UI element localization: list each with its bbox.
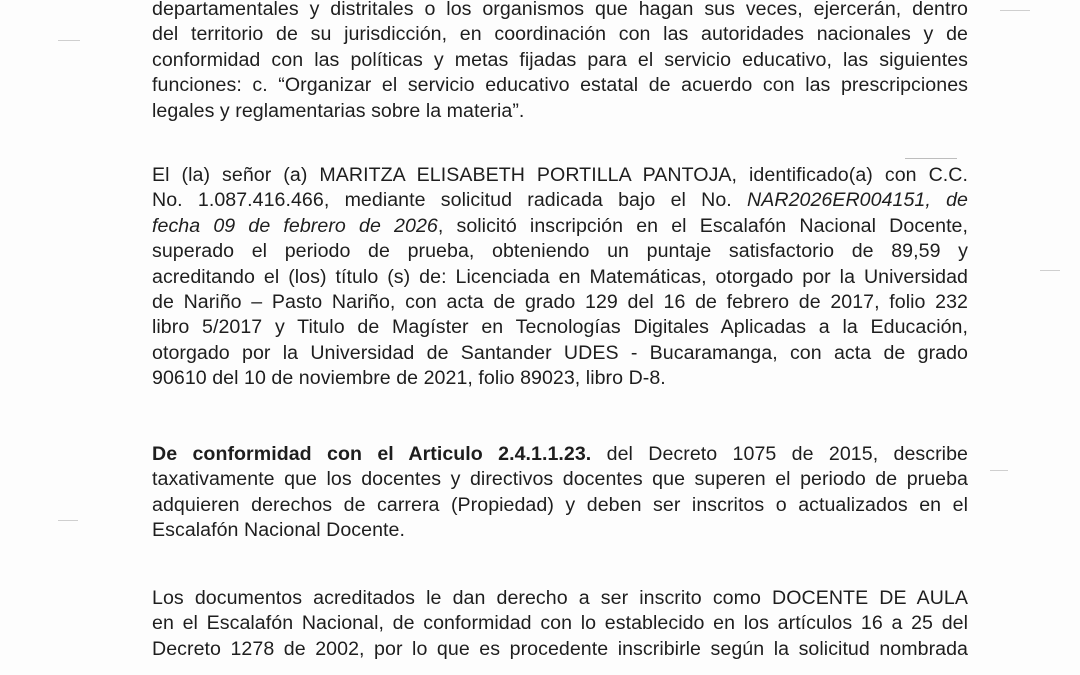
paragraph-documentos-acreditados <box>152 586 968 662</box>
text-line: otorgado por la Universidad de Santander UDES - Bucaramanga, con acta de grado <box>152 341 968 364</box>
text-line: taxativamente que los docentes y directivos docentes que superen el periodo de prueba <box>152 468 968 491</box>
radicado-date: fecha 09 de febrero de 2026 <box>152 214 438 237</box>
paragraph-competencias <box>152 0 968 124</box>
scan-artifact <box>58 40 80 41</box>
text-line: del territorio de su jurisdicción, en coordinación con las autoridades nacionales y de <box>152 23 968 46</box>
text-line: El (la) señor (a) MARITZA ELISABETH PORTILLA PANTOJA, identificado(a) con C.C. <box>152 164 968 186</box>
text-line: superado el periodo de prueba, obteniendo un puntaje satisfactorio de 89,59 y <box>152 240 968 263</box>
scan-artifact <box>58 520 78 521</box>
scan-artifact <box>1000 10 1030 11</box>
text-line: funciones: c. “Organizar el servicio educativo estatal de acuerdo con las prescripciones <box>152 74 968 97</box>
text-line: acreditando el (los) título (s) de: Licenciada en Matemáticas, otorgado por la Universidad <box>152 265 968 288</box>
text-line: 90610 del 10 de noviembre de 2021, folio 89023, libro D-8. <box>152 367 666 390</box>
text-line: adquieren derechos de carrera (Propiedad) y deben ser inscritos o actualizados en el <box>152 493 968 516</box>
scan-artifact <box>905 158 957 159</box>
radicado-number: NAR2026ER004151, de <box>747 189 968 212</box>
text-line <box>152 214 968 239</box>
article-reference: De conformidad con el Articulo 2.4.1.1.23. <box>152 443 592 465</box>
text-line: departamentales y distritales o los organismos que hagan sus veces, ejercerán, dentro <box>152 0 968 20</box>
text-line: de Nariño – Pasto Nariño, con acta de grado 129 del 16 de febrero de 2017, folio 232 <box>152 290 968 313</box>
paragraph-solicitud <box>152 163 968 392</box>
scan-artifact <box>990 470 1008 471</box>
text-line <box>152 442 968 467</box>
text-line: libro 5/2017 y Titulo de Magíster en Tecnologías Digitales Aplicadas a la Educación, <box>152 316 968 339</box>
paragraph-decreto-1075 <box>152 442 968 544</box>
text-line <box>152 188 968 213</box>
text-line: legales y reglamentarias sobre la materia”. <box>152 99 525 122</box>
text-segment: del Decreto 1075 de 2015, describe <box>591 443 968 465</box>
text-line: conformidad con las políticas y metas fijadas para el servicio educativo, las siguientes <box>152 48 968 71</box>
text-line: Los documentos acreditados le dan derecho a ser inscrito como DOCENTE DE AULA <box>152 587 968 609</box>
text-segment: No. 1.087.416.466, mediante solicitud radicada bajo el No. <box>152 189 732 212</box>
scan-artifact <box>1040 270 1060 271</box>
text-line: Decreto 1278 de 2002, por lo que es procedente inscribirle según la solicitud nombrada <box>152 637 968 660</box>
text-line: Escalafón Nacional Docente. <box>152 519 405 542</box>
text-line: en el Escalafón Nacional, de conformidad con lo establecido en los artículos 16 a 25 del <box>152 612 968 635</box>
text-segment: , solicitó inscripción en el Escalafón Nacional Docente, <box>437 214 968 237</box>
